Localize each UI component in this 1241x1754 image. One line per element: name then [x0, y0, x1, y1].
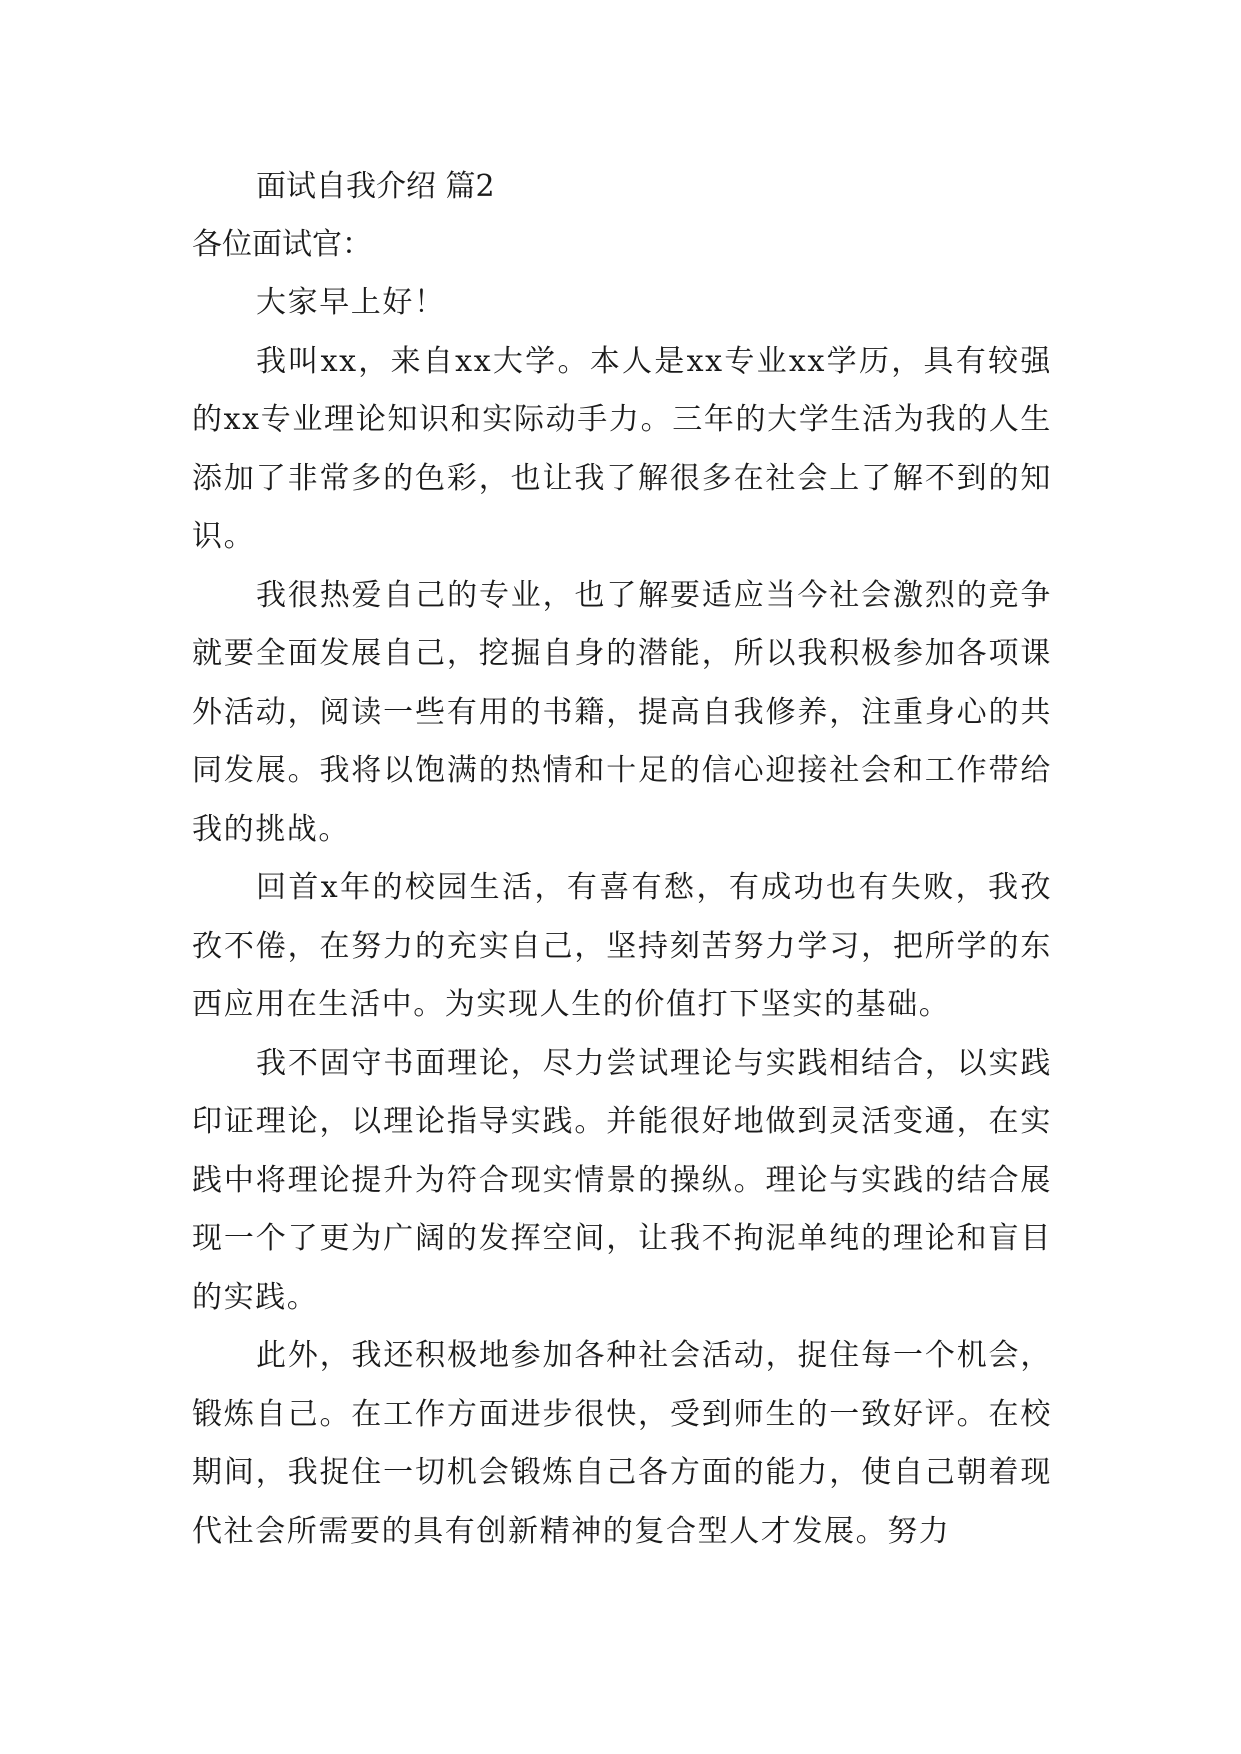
paragraph-major: 我很热爱自己的专业，也了解要适应当今社会激烈的竞争就要全面发展自己，挖掘自身的潜能，所以我积极参加各项课外活动，阅读一些有用的书籍，提高自我修养，注重身心的共同发展。我将以饱满的热情和十足的信心迎接社会和工作带给我的挑战。 — [192, 577, 1052, 847]
paragraph-campus-life: 回首x年的校园生活，有喜有愁，有成功也有失败，我孜孜不倦，在努力的充实自己，坚持刻苦努力学习，把所学的东西应用在生活中。为实现人生的价值打下坚实的基础。 — [192, 870, 1052, 1022]
document-page — [192, 158, 1052, 1561]
paragraph-theory-practice: 我不固守书面理论，尽力尝试理论与实践相结合，以实践印证理论，以理论指导实践。并能很好地做到灵活变通，在实践中将理论提升为符合现实情景的操纵。理论与实践的结合展现一个了更为广阔的发挥空间，让我不拘泥单纯的理论和盲目的实践。 — [192, 1045, 1052, 1315]
paragraph-activities: 此外，我还积极地参加各种社会活动，捉住每一个机会，锻炼自己。在工作方面进步很快，受到师生的一致好评。在校期间，我捉住一切机会锻炼自己各方面的能力，使自己朝着现代社会所需要的具有创新精神的复合型人才发展。努力 — [192, 1338, 1052, 1549]
document-title: 面试自我介绍 篇2 — [256, 169, 495, 204]
paragraph-greeting: 大家早上好！ — [256, 285, 446, 320]
salutation: 各位面试官： — [192, 227, 372, 262]
paragraph-introduction: 我叫xx，来自xx大学。本人是xx专业xx学历，具有较强的xx专业理论知识和实际动手力。三年的大学生活为我的人生添加了非常多的色彩，也让我了解很多在社会上了解不到的知识。 — [192, 343, 1052, 554]
